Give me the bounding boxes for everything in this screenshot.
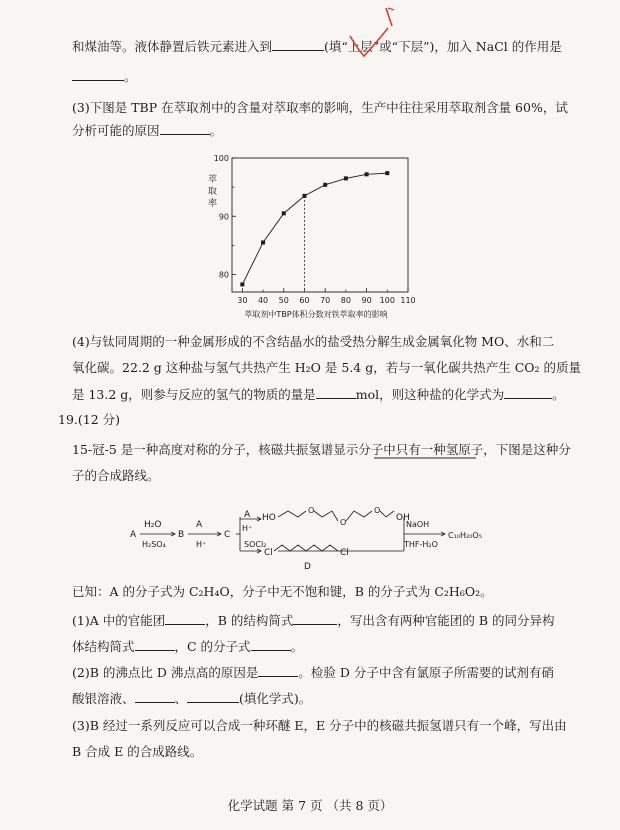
text-line-9 [72, 442, 571, 458]
text-segment: (2)B 的沸点比 D 沸点高的原因是 [72, 665, 259, 680]
text-segment: ，C 的分子式 [174, 639, 251, 654]
text-segment: 氧化碳。22.2 g 这种盐与氢气共热产生 H₂O 是 5.4 g，若与一氧化碳共热产生 CO₂ 的质量 [72, 360, 581, 375]
page-footer: 化学试题 第 7 页 （共 8 页） [227, 798, 393, 813]
x-tick-label: 70 [320, 296, 331, 305]
x-tick-label: 100 [379, 296, 395, 305]
text-line-5 [72, 334, 562, 350]
x-tick-label: 90 [361, 296, 372, 305]
answer-blank[interactable] [504, 386, 552, 399]
text-segment: 。检验 D 分子中含有氯原子所需要的试剂有硝 [298, 665, 554, 680]
red-check-mark [342, 2, 402, 66]
thf-reagent: THF-H₂O [404, 540, 438, 549]
text-segment: (3)B 经过一系列反应可以合成一种环醚 E，E 分子中的核磁共振氢谱只有一个峰，写出由 [72, 718, 567, 733]
x-tick-label: 110 [400, 296, 416, 305]
ether-o-3: O [374, 506, 381, 515]
extraction-rate-chart [196, 152, 420, 320]
socl2-reagent: SOCl₂ [244, 540, 267, 549]
text-segment: (填化学式)。 [239, 691, 312, 706]
answer-blank[interactable] [316, 386, 356, 399]
text-segment: 子的合成路线。 [72, 468, 160, 483]
x-tick-label: 40 [257, 296, 269, 305]
y-tick-label: 100 [213, 154, 229, 163]
ether-o-2: O [340, 518, 347, 527]
answer-blank[interactable] [272, 38, 324, 51]
plot-frame [232, 158, 408, 292]
text-segment: 。 [552, 387, 565, 402]
answer-blank[interactable] [293, 612, 337, 625]
red-underline [372, 455, 482, 461]
oh-group: OH [396, 513, 410, 523]
x-tick-label: 50 [278, 296, 289, 305]
final-product: C₁₀H₂₀O₅ [448, 531, 482, 540]
text-line-4 [72, 122, 562, 139]
data-point [282, 211, 286, 215]
text-line-3 [72, 100, 568, 116]
text-segment: 分析可能的原因 [72, 123, 160, 138]
text-segment: mol，则这种盐的化学式为 [355, 387, 505, 402]
text-line-14 [72, 664, 562, 681]
answer-blank[interactable] [135, 690, 175, 703]
data-point [261, 240, 265, 244]
text-segment: B 合成 E 的合成路线。 [72, 744, 203, 759]
text-segment: 酸银溶液、 [72, 691, 135, 706]
text-segment: 和煤油等。液体静置后铁元素进入到 [72, 39, 273, 54]
data-point [344, 176, 348, 180]
answer-blank[interactable] [72, 68, 124, 81]
text-line-15 [72, 690, 562, 707]
data-point [240, 282, 244, 286]
text-segment: 已知：A 的分子式为 C₂H₄O，分子中无不饱和键，B 的分子式为 C₂H₆O₂。 [72, 584, 493, 599]
data-point [302, 194, 306, 198]
reagent-a: A [196, 520, 203, 530]
text-segment: (3)下图是 TBP 在萃取剂中的含量对萃取率的影响，生产中往往采用萃取剂含量 60%，试 [72, 100, 568, 115]
text-line-16 [72, 718, 567, 734]
answer-blank[interactable] [258, 664, 298, 677]
text-segment: ，B 的结构简式 [205, 613, 294, 628]
text-segment: (1)A 中的官能团 [72, 613, 166, 628]
text-line-7 [72, 386, 565, 403]
chart-svg [196, 152, 420, 320]
answer-blank[interactable] [160, 122, 210, 135]
y-tick-label: 80 [218, 270, 229, 280]
text-line-12 [72, 612, 562, 629]
x-tick-label: 30 [237, 296, 248, 305]
upper-reagent-h: H⁺ [242, 524, 253, 533]
cl-right: Cl [340, 548, 349, 558]
data-point [323, 183, 327, 187]
text-segment: 。 [124, 69, 137, 84]
question-number [58, 412, 548, 428]
text-line-11 [72, 584, 562, 600]
text-segment: (填“上层”或“下层”)，加入 NaCl 的作用是 [324, 39, 562, 54]
x-tick-label: 80 [340, 296, 351, 305]
text-line-17 [72, 744, 562, 760]
upper-reagent-a: A [244, 510, 251, 520]
text-line-2 [72, 68, 562, 85]
compound-b: B [178, 530, 185, 540]
compound-d: D [304, 562, 311, 572]
reagent-h-plus: H⁺ [196, 540, 207, 549]
x-axis-label: 萃取剂中TBP体积分数对铁萃取率的影响 [244, 310, 388, 319]
text-segment: (4)与钛同周期的一种金属形成的不含结晶水的盐受热分解生成金属氧化物 MO、水和二 [72, 334, 555, 349]
text-line-1 [72, 38, 562, 55]
answer-blank[interactable] [165, 612, 205, 625]
series-line [242, 173, 387, 284]
ho-group: HO [262, 513, 276, 523]
compound-c: C [224, 530, 231, 540]
answer-blank[interactable] [135, 638, 175, 651]
y-axis-label: 萃取率 [208, 175, 218, 209]
text-line-6 [72, 360, 581, 376]
text-segment: 19.(12 分) [58, 412, 121, 427]
text-line-13 [72, 638, 562, 655]
compound-a: A [130, 530, 137, 540]
ether-o-1: O [308, 506, 315, 515]
data-point [365, 172, 369, 176]
y-tick-label: 90 [218, 212, 229, 222]
x-tick-label: 60 [299, 296, 310, 305]
reagent-h2so4: H₂SO₄ [142, 540, 166, 549]
text-segment: 是 13.2 g，则参与反应的氢气的物质的量是 [72, 387, 316, 402]
text-segment: 。 [290, 639, 304, 654]
synthesis-route-scheme [128, 505, 508, 575]
text-segment: ，写出含有两种官能团的 B 的同分异构 [337, 613, 555, 628]
text-line-10 [72, 468, 562, 484]
answer-blank[interactable] [251, 638, 291, 651]
scheme-svg [128, 505, 508, 575]
text-segment: 15-冠-5 是一种高度对称的分子，核磁共振氢谱显示分子中只有一种氢原子，下图是这种分 [72, 442, 571, 457]
text-segment: 体结构简式 [72, 639, 135, 654]
text-segment: 、 [174, 691, 188, 706]
answer-blank[interactable] [187, 690, 239, 703]
naoh-reagent: NaOH [406, 520, 430, 529]
cl-left: Cl [264, 548, 273, 558]
data-point [385, 171, 389, 175]
text-segment: 。 [209, 123, 223, 138]
reagent-h2o: H₂O [144, 520, 162, 530]
